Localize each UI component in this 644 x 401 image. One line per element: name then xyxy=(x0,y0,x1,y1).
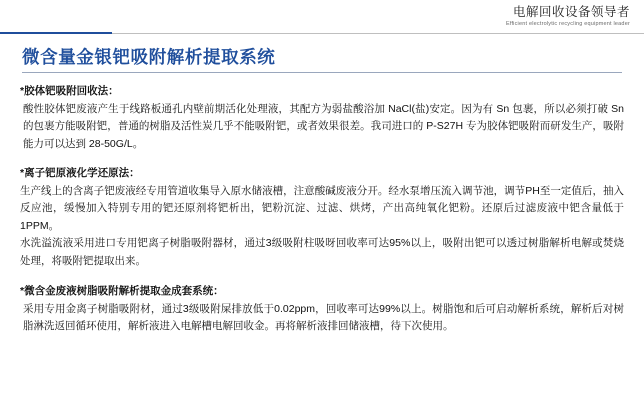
title-block xyxy=(0,34,644,73)
section-paragraph: 生产线上的含离子钯废液经专用管道收集导入原水储液槽，注意酸碱废液分开。经水泵增压流入调节池，调节PH至一定值后，抽入反应池，缓慢加入特别专用的钯还原剂将钯析出，钯粉沉淀、过滤、烘烤，产出高纯氧化钯粉。还原后过滤废液中钯含量低于1PPM。 xyxy=(20,184,624,232)
page-title: 微含量金银钯吸附解析提取系统 xyxy=(22,47,276,67)
section-heading-gold-resin-system: *微含金废液树脂吸附解析提取金成套系统： xyxy=(20,285,224,297)
section-heading-colloidal-palladium: *胶体钯吸附回收法： xyxy=(20,85,119,97)
header-divider-accent xyxy=(0,32,112,34)
section-spacer xyxy=(20,153,624,165)
section-paragraph: 采用专用金离子树脂吸附材，通过3级吸附屎排放低于0.02ppm，回收率可达99%以上。树脂饱和后可启动解析系统，解析后对树脂淋洗返回循环使用，解析液进入电解槽电解回收金。再将解析液排回储液槽，待下次使用。 xyxy=(23,302,624,332)
section-spacer xyxy=(20,270,624,283)
document-body xyxy=(0,73,644,336)
page-header xyxy=(0,0,644,34)
section-heading-ionic-palladium: *离子钯原液化学还原法： xyxy=(20,167,140,179)
company-tagline-cn: 电解回收设备领导者 xyxy=(512,5,630,19)
company-tagline-en: Efficient electrolytic recycling equipment leader xyxy=(505,21,630,27)
section-paragraph: 酸性胶体钯废液产生于线路板通孔内壁前期活化处理液，其配方为弱盐酸浴加 NaCl(盐)安定。因为有 Sn 包裹，所以必须打破 Sn 的包裹方能吸附钯，普通的树脂及活性炭几乎不能吸附钯，或者效果很差。我司进口的 P-S27H 专为胶体钯吸附而研发生产，吸附能力可以达到 28-50G/L。 xyxy=(23,102,624,150)
section-paragraph: 水洗溢流液采用进口专用钯离子树脂吸附器材，通过3级吸附柱吸呀回收率可达95%以上，吸附出钯可以透过树脂解析电解或焚烧处理，将吸附钯提取出来。 xyxy=(20,237,624,267)
